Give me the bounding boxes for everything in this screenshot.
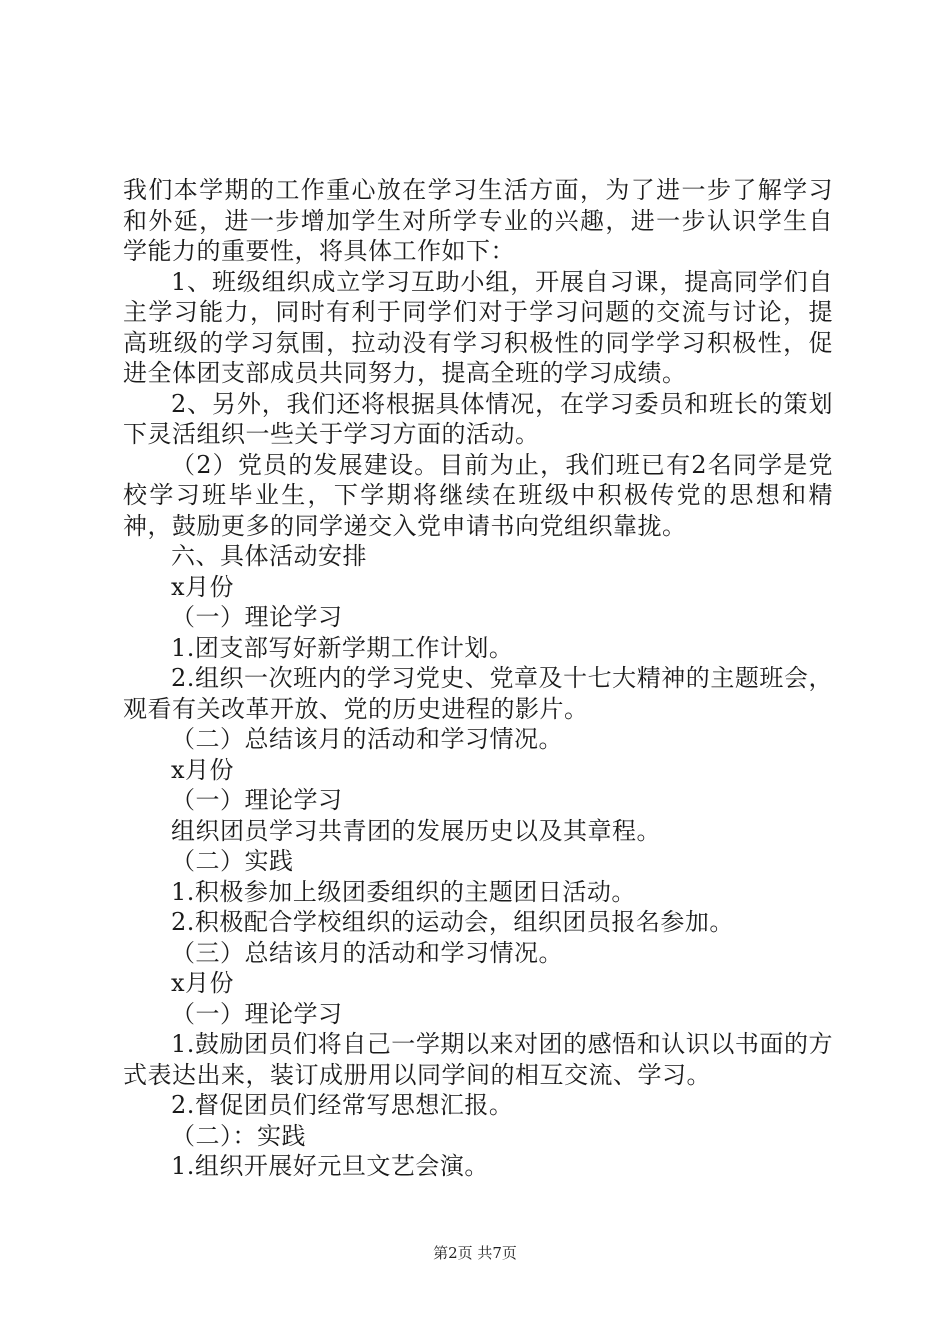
subheading: （二）实践 <box>171 847 294 875</box>
month-heading: x月份 <box>171 572 235 601</box>
list-item: 2.督促团员们经常写思想汇报。 <box>171 1091 514 1119</box>
month-heading: x月份 <box>171 969 235 997</box>
month-heading: x月份 <box>171 755 235 784</box>
paragraph-2: 2、另外，我们还将根据具体情况，在学习委员和班长的策划下灵活组织一些关于学习方面的活动。 <box>123 389 833 448</box>
list-item: 2.积极配合学校组织的运动会，组织团员报名参加。 <box>171 908 734 936</box>
subheading: （二）总结该月的活动和学习情况。 <box>171 725 563 753</box>
list-item: 1.鼓励团员们将自己一学期以来对团的感悟和认识以书面的方式表达出来，装订成册用以同学间的相互交流、学习。 <box>123 1030 833 1089</box>
subheading: （二）：实践 <box>171 1121 306 1150</box>
list-item: 1.积极参加上级团委组织的主题团日活动。 <box>171 877 636 906</box>
paragraph-1: 1、班级组织成立学习互助小组，开展自习课，提高同学们自主学习能力，同时有利于同学们对于学习问题的交流与讨论，提高班级的学习氛围，拉动没有学习积极性的同学学习积极性，促进全体团支部成员共同努力，提高全班的学习成绩。 <box>123 267 833 387</box>
section-heading: 六、具体活动安排 <box>171 542 367 570</box>
list-item: 1.组织开展好元旦文艺会演。 <box>171 1152 489 1180</box>
subheading: （一）理论学习 <box>171 786 343 814</box>
subheading: （三）总结该月的活动和学习情况。 <box>171 938 563 967</box>
page-footer: 第2页 共7页 <box>433 1244 517 1262</box>
list-item: 2.组织一次班内的学习党史、党章及十七大精神的主题班会，观看有关改革开放、党的历史进程的影片。 <box>123 664 833 723</box>
list-item: 1.团支部写好新学期工作计划。 <box>171 633 514 662</box>
subheading: （一）理论学习 <box>171 603 343 631</box>
list-item: 组织团员学习共青团的发展历史以及其章程。 <box>171 816 661 845</box>
document-body <box>123 175 833 1182</box>
paragraph-0: 我们本学期的工作重心放在学习生活方面，为了进一步了解学习和外延，进一步增加学生对所学专业的兴趣，进一步认识学生自学能力的重要性，将具体工作如下： <box>123 176 833 265</box>
paragraph-3: （2）党员的发展建设。目前为止，我们班已有2名同学是党校学习班毕业生，下学期将继续在班级中积极传党的思想和精神，鼓励更多的同学递交入党申请书向党组织靠拢。 <box>123 450 833 540</box>
subheading: （一）理论学习 <box>171 999 343 1028</box>
